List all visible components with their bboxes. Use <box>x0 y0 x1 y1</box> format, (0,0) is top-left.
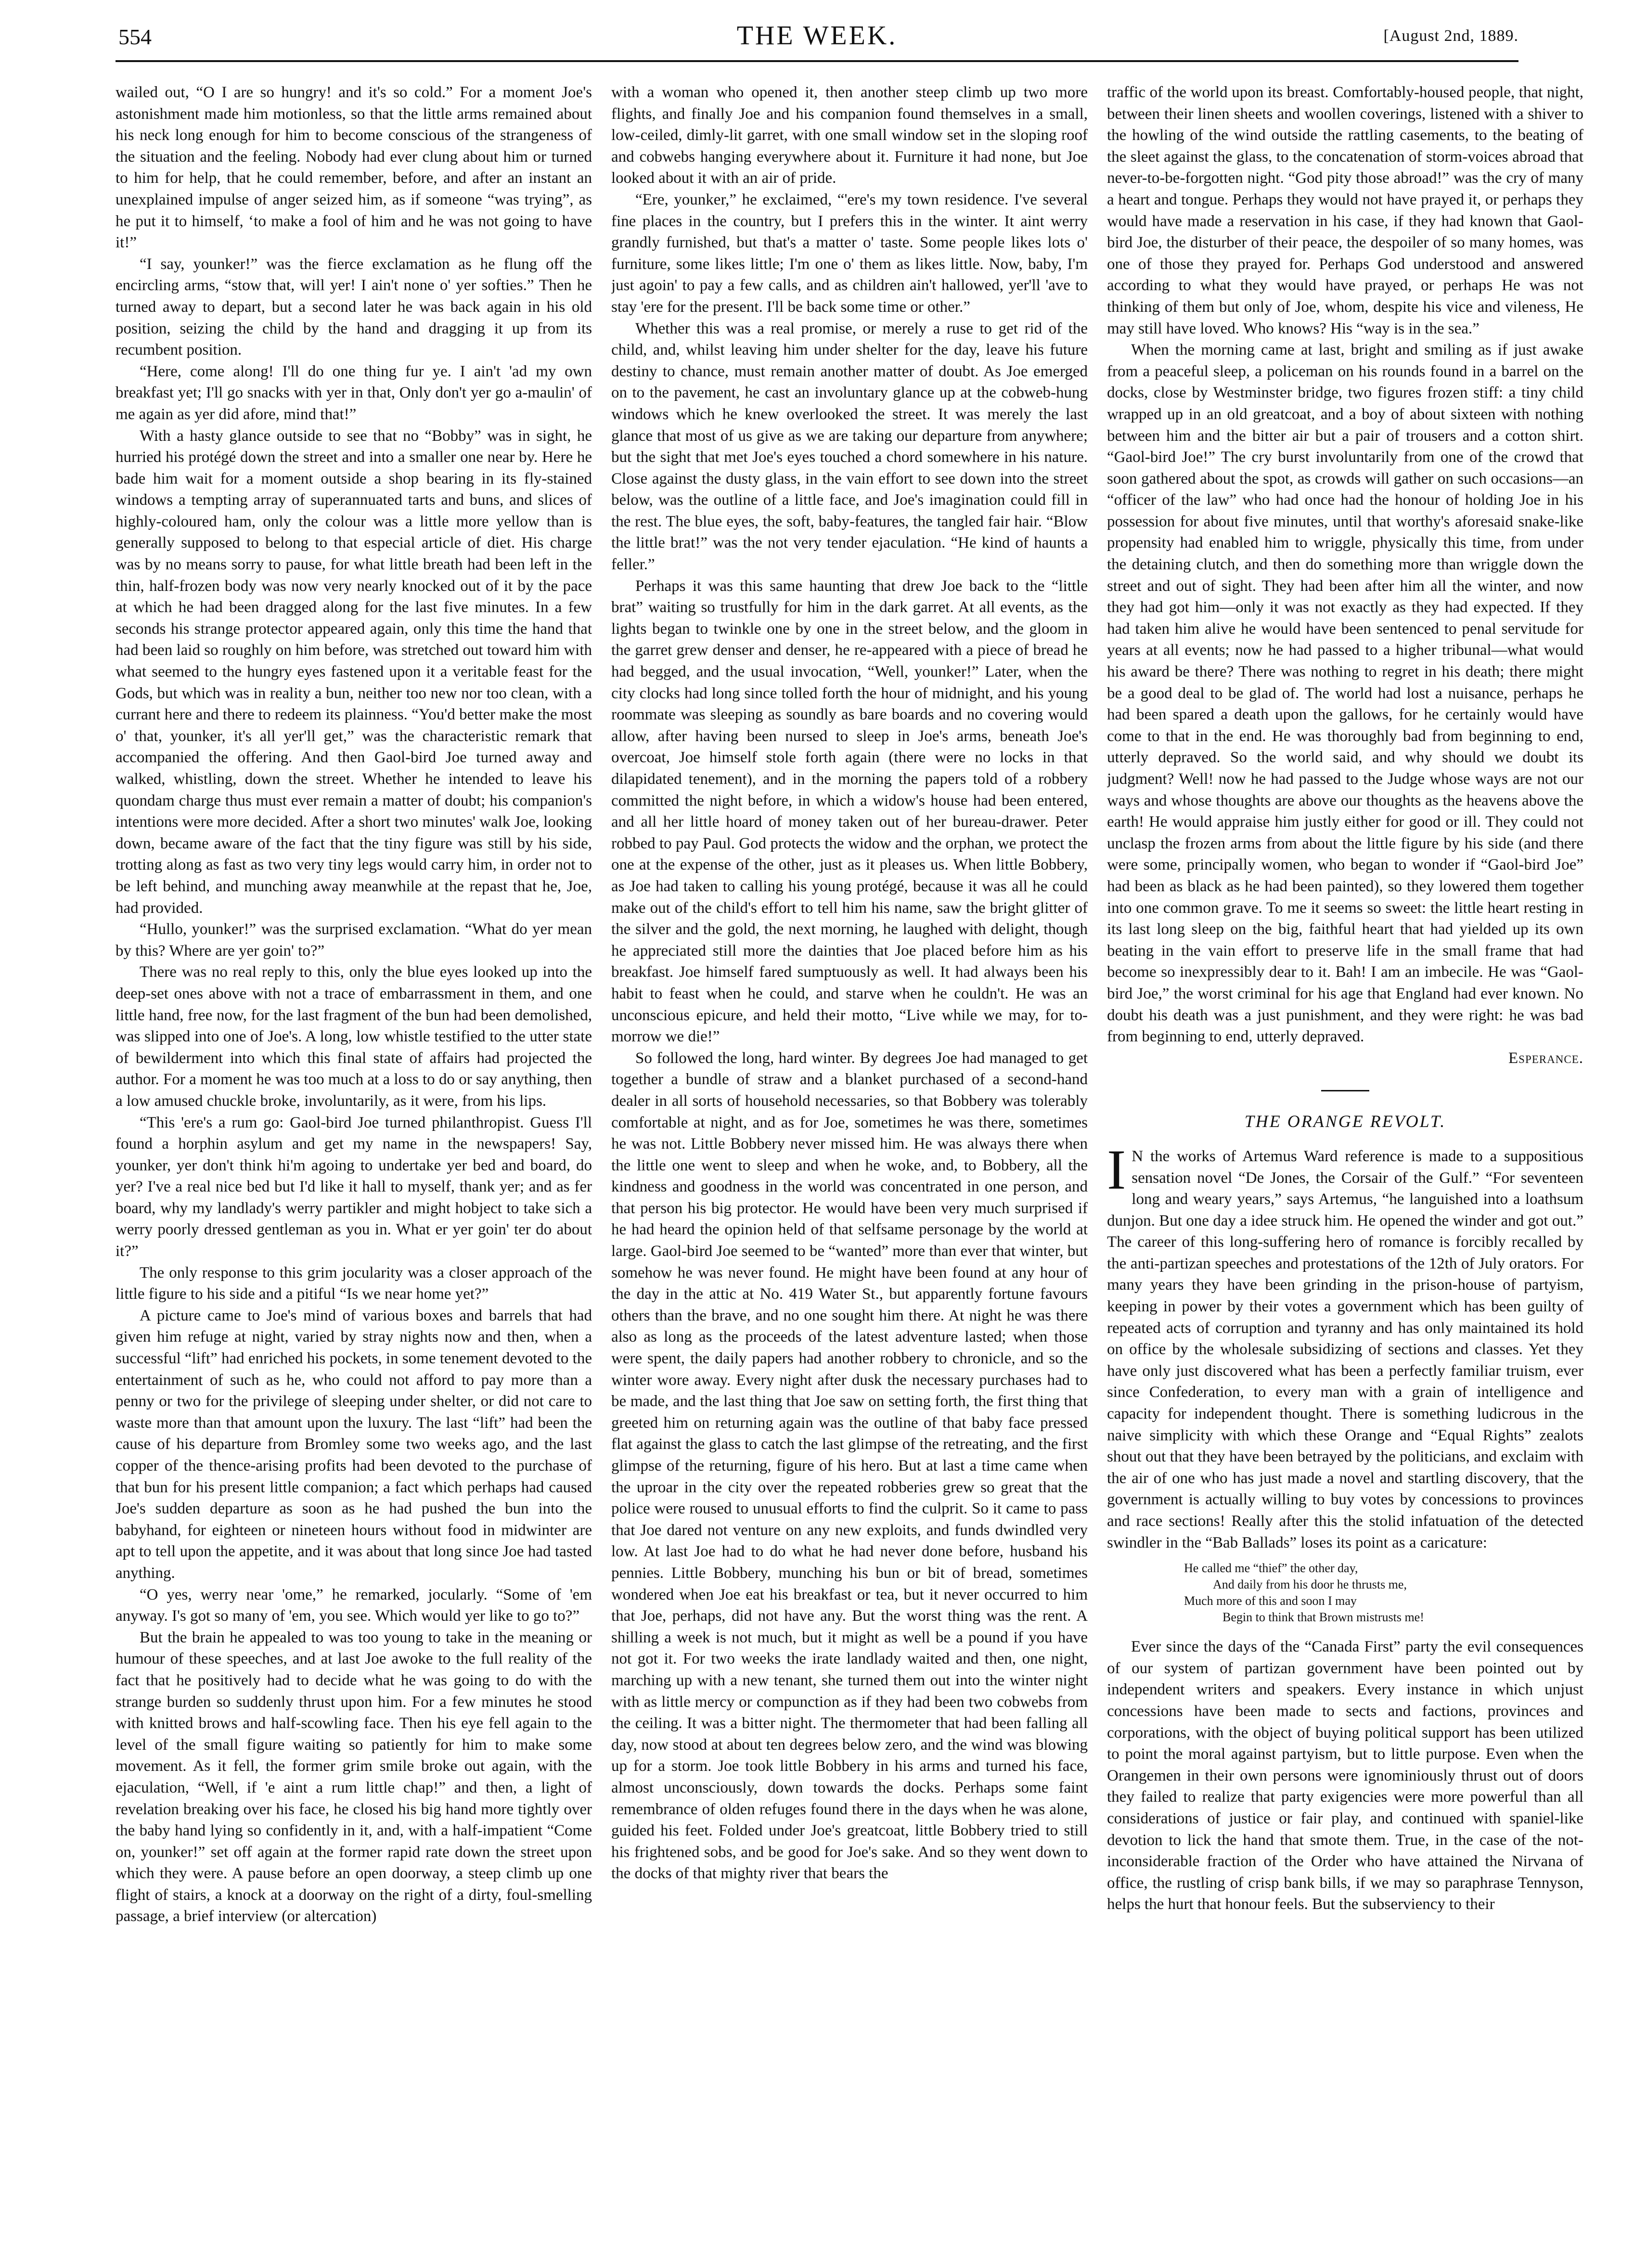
story-paragraph: When the morning came at last, bright and smiling as if just awake from a peaceful sleep, a policeman on his rounds found in a barrel on the docks, close by Westminster bridge, two figures frozen stiff: a tiny child wrapped up in an old greatcoat, and a boy of about sixteen with nothing between him and the bitter air but a pair of trousers and a cotton shirt. “Gaol-bird Joe!” The cry burst involuntarily from one of the crowd that soon gathered about the spot, as crowds will gather on such occasions—an “officer of the law” who had once had the honour of holding Joe in his possession for about five minutes, until that worthy's aforesaid snake-like propensity had enabled him to wriggle, physically this time, from under the detaining clutch, and then do something more than wriggle down the street and out of sight. They had been after him all the winter, and now they had got him—only it was not exactly as they had expected. If they had taken him alive he would have been sentenced to penal servitude for years at all events; now he had passed to a higher tribunal—what would his award be there? There was nothing to regret in his death; there might be a good deal to be glad of. The world had lost a nuisance, perhaps he had been spared a death upon the gallows, for he certainly would have come to that in the end. He was thoroughly bad from beginning to end, utterly depraved. So the world said, and why should we doubt its judgment? Well! now he had passed to the Judge whose ways are not our ways and whose thoughts are above our thoughts as the heavens above the earth! He would appraise him justly either for good or ill. They could not unclasp the frozen arms from about the little figure by his side (and there were some, principally women, who began to wonder if “Gaol-bird Joe” had been as black as he had been painted), so they lowered them together into one common grave. To me it seems so sweet: the little heart resting in its last long sleep on the big, faithful heart that had yielded up its own beating in the vain effort to preserve life in the small frame that had become so inexpressibly dear to it. Bah! I am an imbecile. He was “Gaol-bird Joe,” the worst criminal for his age that England had ever known. No doubt his death was a just punishment, and they were right: he was bad from beginning to end, utterly depraved. <box>1107 341 1583 1046</box>
story-paragraph: The only response to this grim jocularity was a closer approach of the little figure to his side and a pitiful “Is we near home yet?” <box>116 1264 592 1303</box>
story-paragraph: “This 'ere's a rum go: Gaol-bird Joe turned philanthropist. Guess I'll found a horphin asylum and get my name in the newspapers! Say, younker, yer don't think hi'm agoing to undertake yer bed and board, do yer? I've a real nice bed but I'd like it hall to myself, thank yer; and as fer board, why my landlady's werry partikler and might hobject to take sich a werry poorly dressed gentleman as you in. What er yer goin' ter do about it?” <box>116 1114 592 1260</box>
article-title: THE ORANGE REVOLT. <box>1107 1090 1583 1132</box>
verse-line: Much more of this and soon I may <box>1184 1594 1357 1608</box>
page-header <box>0 0 1634 58</box>
column-middle <box>611 82 1088 2247</box>
verse-quote <box>1107 1560 1583 1626</box>
story-paragraph: “Here, come along! I'll do one thing fur ye. I ain't 'ad my own breakfast yet; I'll go snacks with yer in that, Only don't yer go a-maulin' of me again as yer did afore, mind that!” <box>116 362 592 423</box>
story-paragraph: with a woman who opened it, then another steep climb up two more flights, and finally Joe and his companion found themselves in a small, low-ceiled, dimly-lit garret, with one small window set in the sloping roof and cobwebs hanging everywhere about it. Furniture it had none, but Joe looked about it with an air of pride. <box>611 84 1088 187</box>
issue-date: [August 2nd, 1889. <box>1383 27 1518 45</box>
article-paragraph: Ever since the days of the “Canada First” party the evil consequences of our system of partizan government have been pointed out by independent writers and speakers. Every instance in which unjust concessions have been made to sects and factions, provinces and corporations, with the object of buying political support has been utilized to point the moral against partyism, but to little purpose. Even when the Orangemen in their own persons were ignominiously thrust out of doors they failed to realize that party exigencies were more powerful than all considerations of justice or fair play, and continued with spaniel-like devotion to lick the hand that smote them. True, in the case of the not-inconsiderable fraction of the Order who have attained the Nirvana of office, the rustling of crisp bank bills, if we may so paraphrase Tennyson, helps the hurt that honour feels. But the subserviency to their <box>1107 1638 1583 1913</box>
header-rule <box>116 60 1518 62</box>
article-paragraph-text: N the works of Artemus Ward reference is made to a suppositious sensation novel “De Jones, the Corsair of the Gulf.” “For seventeen long and weary years,” says Artemus, “he languished into a loathsum dunjon. But one day a idee struck him. He opened the winder and got out.” The career of this long-suffering hero of romance is forcibly recalled by the anti-partizan speeches and protestations of the 12th of July orators. For many years they have been grinding in the prison-house of partyism, keeping in power by their votes a government which has been guilty of repeated acts of corruption and tyranny and has only maintained its hold on office by the wholesale subsidizing of sections and classes. Yet they have only just discovered what has been a perfectly familiar truism, ever since Confederation, to every man with a grain of intelligence and capacity for independent thought. There is something ludicrous in the naive simplicity with which these Orange and “Equal Rights” zealots shout out that they have been betrayed by the politicians, and exclaim with the air of one who has just made a novel and startling discovery, that the government is actually willing to buy votes by concessions to provinces and race sections! Really after this the stolid infatuation of the detected swindler in the “Bab Ballads” loses its point as a caricature: <box>1107 1147 1583 1551</box>
story-paragraph: “Hullo, younker!” was the surprised exclamation. “What do yer mean by this? Where are yer goin' to?” <box>116 921 592 960</box>
story-paragraph: So followed the long, hard winter. By degrees Joe had managed to get together a bundle of straw and a blanket purchased of a second-hand dealer in all sorts of household necessaries, so that Bobbery was tolerably comfortable at night, and as for Joe, sometimes he was there, sometimes he was not. Little Bobbery never missed him. He was always there when the little one went to sleep and when he woke, and, to Bobbery, all the kindness and goodness in the world was concentrated in one person, and that person his big protector. He would have been very much surprised if he had heard the opinion held of that selfsame personage by the world at large. Gaol-bird Joe seemed to be “wanted” more than ever that winter, but somehow he was never found. He might have been found at any hour of the day in the attic at No. 419 Water St., but apparently fortune favours others than the brave, and no one sought him there. At night he was there also as long as the proceeds of the latest adventure lasted; when those were spent, the daily papers had another robbery to chronicle, and so the winter wore away. Every night after dusk the necessary purchases had to be made, and the last thing that Joe saw on setting forth, the first thing that greeted him on returning again was the outline of that baby face pressed flat against the glass to catch the last glimpse of the retreating, and the first glimpse of the returning, figure of his hero. But at last a time came when the uproar in the city over the repeated robberies grew so great that the police were roused to unusual efforts to find the culprit. So it came to pass that Joe dared not venture on any new exploits, and funds dwindled very low. At last Joe had to do what he had never done before, husband his pennies. Little Bobbery, munching his bun or bit of bread, sometimes wondered when Joe eat his breakfast or tea, but it never occurred to him that Joe, perhaps, did not have any. But the worst thing was the rent. A shilling a week is not much, but it might as well be a pound if you have not got it. For two weeks the irate landlady waited and then, one night, marching up with a new tenant, she turned them out into the winter night with as little mercy or compunction as if they had been two cobwebs from the ceiling. It was a bitter night. The thermometer that had been falling all day, now stood at about ten degrees below zero, and the wind was blowing up for a storm. Joe took little Bobbery in his arms and turned his face, almost unconsciously, down towards the docks. Perhaps some faint remembrance of olden refuges found there in the days when he was alone, guided his feet. Folded under Joe's greatcoat, little Bobbery tried to still his frightened sobs, and be good for Joe's sake. And so they went down to the docks of that mighty river that bears the <box>611 1049 1088 1883</box>
story-paragraph: There was no real reply to this, only the blue eyes looked up into the deep-set ones above with not a trace of embarrassment in them, and one little hand, free now, for the last fragment of the bun had been demolished, was slipped into one of Joe's. A long, low whistle testified to the utter state of bewilderment into which this final state of affairs had projected the author. For a moment he was too much at a loss to do or say anything, then a low amused chuckle broke, involuntarily, as it were, from his lips. <box>116 963 592 1110</box>
verse-line: And daily from his door he thrusts me, <box>1213 1577 1407 1592</box>
story-paragraph: Perhaps it was this same haunting that drew Joe back to the “little brat” waiting so trustfully for him in the dark garret. At all events, as the lights began to twinkle one by one in the street below, and the gloom in the garret grew denser and denser, he re-appeared with a piece of bread he had begged, and the usual invocation, “Well, younker!” Later, when the city clocks had long since tolled forth the hour of midnight, and his young roommate was sleeping as soundly as bare boards and no covering would allow, after having been nursed to sleep in Joe's arms, beneath Joe's overcoat, Joe himself stole forth again (there were no locks in that dilapidated tenement), and in the morning the papers told of a robbery committed the night before, in which a widow's house had been entered, and all her little hoard of money taken out of her bureau-drawer. Peter robbed to pay Paul. God protects the widow and the orphan, we protect the one at the expense of the other, just as it pleases us. When little Bobbery, as Joe had taken to calling his young protégé, because it was all he could make out of the child's effort to tell him his name, saw the bright glitter of the silver and the gold, the next morning, he laughed with delight, though he appreciated still more the dainties that Joe placed before him as his breakfast. Joe himself fared sumptuously as well. It had always been his habit to feast when he could, and starve when he couldn't. He was an unconscious epicure, and held their motto, “Live while we may, for to-morrow we die!” <box>611 577 1088 1046</box>
story-paragraph: wailed out, “O I are so hungry! and it's so cold.” For a moment Joe's astonishment made him motionless, so that the little arms remained about his neck long enough for him to become conscious of the strangeness of the situation and the feeling. Nobody had ever clung about him or turned to him for help, that he could remember, before, and after an instant an unexplained impulse of anger seized him, as if someone “was trying”, as he put it to himself, ‘to make a fool of him and he was not going to have it!” <box>116 84 592 252</box>
page-number: 554 <box>118 25 152 49</box>
story-paragraph: “I say, younker!” was the fierce exclamation as he flung off the encircling arms, “stow that, will yer! I ain't none o' yer softies.” Then he turned away to depart, but a second later he was back again in his old position, seizing the child by the hand and dragging it up from its recumbent position. <box>116 255 592 359</box>
story-paragraph: But the brain he appealed to was too young to take in the meaning or humour of these speeches, and at last Joe awoke to the full reality of the fact that he positively had to decide what he was going to do with the strange burden so suddenly thrust upon him. For a few minutes he stood with knitted brows and half-scowling face. Then his eye fell again to the level of the small figure waiting so patiently for him to make some movement. As it fell, the former grim smile broke out again, with the ejaculation, “Well, if 'e aint a rum little chap!” and then, a light of revelation breaking over his face, he closed his big hand more tightly over the baby hand lying so confidently in it, and, with a half-impatient “Come on, younker!” set off again at the former rapid rate down the street upon which they were. A pause before an open doorway, a steep climb up one flight of stairs, a knock at a doorway on the right of a dirty, foul-smelling passage, a brief interview (or altercation) <box>116 1628 592 1925</box>
publication-title: THE WEEK. <box>736 21 898 51</box>
story-paragraph: “Ere, younker,” he exclaimed, “'ere's my town residence. I've several fine places in the country, but I prefers this in the winter. It aint werry grandly furnished, but that's a matter o' taste. Some people likes lots o' furniture, some likes little; I'm one o' them as likes little. Now, baby, I'm just agoin' to pay a few calls, and as children ain't hallowed, yer'll 'ave to stay 'ere for the present. I'll be back some time or other.” <box>611 191 1088 316</box>
author-signature: Esperance. <box>1508 1049 1583 1067</box>
column-left <box>116 82 592 2247</box>
verse-line: Begin to think that Brown mistrusts me! <box>1222 1610 1424 1625</box>
story-paragraph: “O yes, werry near 'ome,” he remarked, jocularly. “Some of 'em anyway. I's got so many of 'em, you see. Which would yer like to go to?” <box>116 1586 592 1625</box>
drop-cap: I <box>1107 1138 1126 1201</box>
story-paragraph: With a hasty glance outside to see that no “Bobby” was in sight, he hurried his protégé down the street and into a smaller one near by. Here he bade him wait for a moment outside a shop bearing in its fly-stained windows a tempting array of superannuated tarts and buns, and slices of highly-coloured ham, only the colour was a little more yellow than is generally supposed to belong to that especial article of diet. His charge was by no means sorry to pause, for what little breath had been left in the thin, half-frozen body was now very nearly knocked out of it by the pace at which he had been dragged along for the last five minutes. In a few seconds his strange protector appeared again, only this time the hand that had been laid so roughly on him before, was stretched out toward him with what seemed to the hungry eyes fastened upon it a veritable feast for the Gods, but which was in reality a bun, neither too new nor too clean, with a currant here and there to redeem its plainness. “You'd better make the most o' that, younker, it's all yer'll get,” was the characteristic remark that accompanied the offering. And then Gaol-bird Joe turned away and walked, whistling, down the street. Whether he intended to leave his quondam charge thus must ever remain a matter of doubt; his companion's intentions were more decided. After a short two minutes' walk Joe, looking down, became aware of the fact that the tiny figure was still by his side, trotting along as fast as two very tiny legs would carry him, in order not to be left behind, and munching away meanwhile at the repast that he, Joe, had provided. <box>116 427 592 917</box>
story-paragraph: Whether this was a real promise, or merely a ruse to get rid of the child, and, whilst leaving him under shelter for the day, leave his future destiny to chance, must remain another matter of doubt. As Joe emerged on to the pavement, he cast an involuntary glance up at the cobweb-hung windows which he knew overlooked the street. It was merely the last glance that most of us give as we are taking our departure from anywhere; but the sight that met Joe's eyes touched a chord somewhere in his nature. Close against the dusty glass, in the vain effort to see down into the street below, was the outline of a little face, and Joe's imagination could fill in the rest. The blue eyes, the soft, baby-features, the tangled fair hair. “Blow the little brat!” was the not very tender ejaculation. “He kind of haunts a feller.” <box>611 320 1088 574</box>
verse-line: He called me “thief” the other day, <box>1184 1561 1358 1576</box>
story-paragraph: traffic of the world upon its breast. Comfortably-housed people, that night, between their linen sheets and woollen coverings, listened with a shiver to the howling of the wind outside the rattling casements, to the beating of the sleet against the glass, to the concatenation of storm-voices abroad that never-to-be-forgotten night. “God pity those abroad!” was the cry of many a heart and tongue. Perhaps they would not have prayed it, or perhaps they would have made a reservation in his case, if they had known that Gaol-bird Joe, the disturber of their peace, the despoiler of so many homes, was one of those they prayed for. Perhaps God understood and answered according to what they would have prayed, or perhaps He was not thinking of them but only of Joe, whom, despite his vice and vileness, He may still have loved. Who knows? His “way is in the sea.” <box>1107 84 1583 337</box>
story-paragraph: A picture came to Joe's mind of various boxes and barrels that had given him refuge at night, varied by stray nights now and then, when a successful “lift” had enriched his pockets, in some tenement devoted to the entertainment of such as he, who could not afford to pay more than a penny or two for the privilege of sleeping under shelter, or did not care to waste more than that amount upon the luxury. The last “lift” had been the cause of his departure from Bromley some two weeks ago, and the last copper of the thence-arising profits had been devoted to the purchase of that bun for his present little companion; a fact which perhaps had caused Joe's sudden departure as soon as he had pushed the bun into the babyhand, for eighteen or nineteen hours without food in midwinter are apt to tell upon the appetite, and it was about that long since Joe had tasted anything. <box>116 1307 592 1582</box>
article-paragraph <box>1107 1138 1583 1553</box>
column-right <box>1107 82 1583 2247</box>
